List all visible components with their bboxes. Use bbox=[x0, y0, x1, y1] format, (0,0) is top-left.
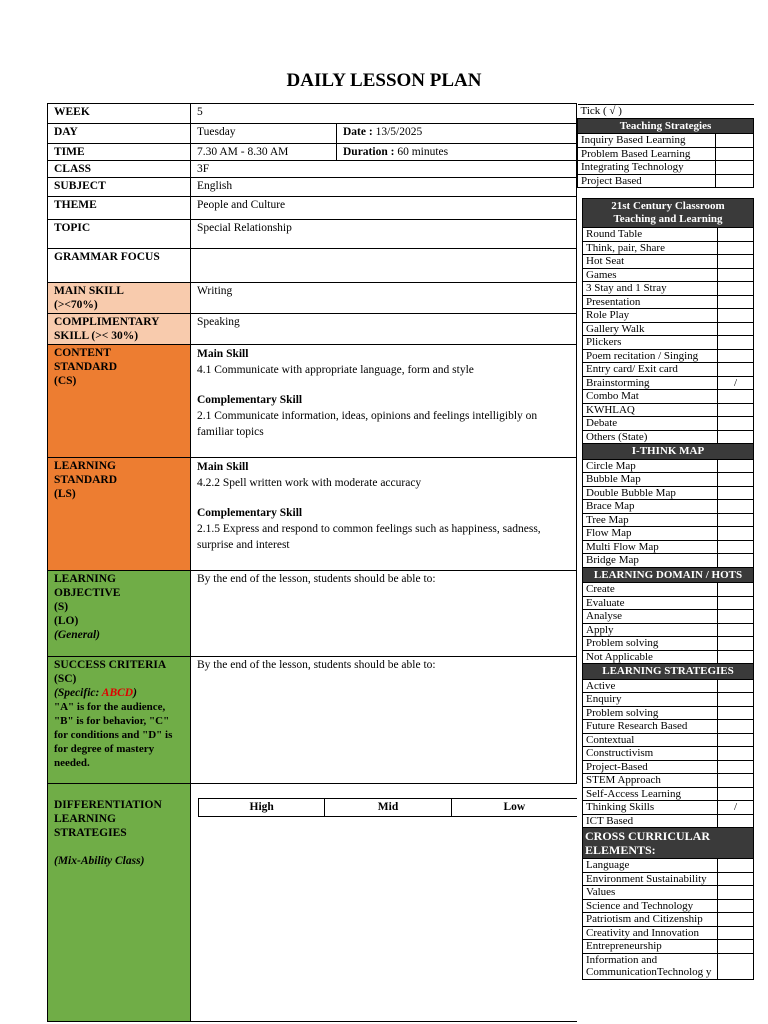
cross-item-information-and-communicationtechnolog-y: Information and CommunicationTechnolog y bbox=[583, 953, 718, 979]
century-row bbox=[583, 241, 754, 255]
cs-label-line1: CONTENT bbox=[54, 347, 111, 359]
differentiation-body bbox=[191, 784, 577, 1022]
domain-row bbox=[583, 610, 754, 624]
ithink-row bbox=[583, 500, 754, 514]
class-value: 3F bbox=[191, 161, 577, 178]
cross-tick-box[interactable] bbox=[718, 953, 754, 979]
ithink-item-circle-map: Circle Map bbox=[583, 459, 718, 473]
cs-main-text: 4.1 Communicate with appropriate language, form and style bbox=[197, 364, 474, 376]
century-item-debate: Debate bbox=[583, 417, 718, 431]
ithink-tick-box[interactable] bbox=[718, 473, 754, 487]
lstrategies-tick-box[interactable] bbox=[718, 693, 754, 707]
level-mid: Mid bbox=[325, 799, 451, 817]
lstrategies-row bbox=[583, 747, 754, 761]
sc-description: "A" is for the audience, "B" is for behavior, "C" for conditions and "D" is for degree of mastery needed. bbox=[54, 701, 173, 769]
lstrategies-item-stem-approach: STEM Approach bbox=[583, 774, 718, 788]
ithink-row bbox=[583, 513, 754, 527]
level-high: High bbox=[199, 799, 325, 817]
date-label: Date : bbox=[343, 126, 373, 138]
date-value: 13/5/2025 bbox=[372, 126, 423, 138]
century-row bbox=[583, 417, 754, 431]
lstrategies-row bbox=[583, 814, 754, 828]
century-row bbox=[583, 268, 754, 282]
lstrategies-item-enquiry: Enquiry bbox=[583, 693, 718, 707]
cross-row bbox=[583, 940, 754, 954]
cross-row bbox=[583, 872, 754, 886]
domain-tick-box[interactable] bbox=[718, 596, 754, 610]
ithink-item-bridge-map: Bridge Map bbox=[583, 554, 718, 568]
grammar-label: GRAMMAR FOCUS bbox=[48, 249, 191, 283]
differentiation-label bbox=[48, 784, 191, 1022]
lstrategies-tick-box[interactable] bbox=[718, 774, 754, 788]
cross-row bbox=[583, 953, 754, 979]
domain-tick-box[interactable] bbox=[718, 610, 754, 624]
lstrategies-header: LEARNING STRATEGIES bbox=[583, 664, 754, 680]
lstrategies-row bbox=[583, 706, 754, 720]
ithink-row bbox=[583, 554, 754, 568]
century-tick-box[interactable] bbox=[718, 309, 754, 323]
teaching_strategies-row bbox=[578, 174, 754, 188]
domain-item-evaluate: Evaluate bbox=[583, 596, 718, 610]
teaching_strategies-item-inquiry-based-learning: Inquiry Based Learning bbox=[578, 134, 716, 148]
century-row bbox=[583, 336, 754, 350]
century-tick-box[interactable] bbox=[718, 228, 754, 242]
theme-value: People and Culture bbox=[191, 197, 577, 220]
ithink-tick-box[interactable] bbox=[718, 540, 754, 554]
teaching_strategies-tick-box[interactable] bbox=[716, 147, 754, 161]
lstrategies-tick-box[interactable] bbox=[718, 760, 754, 774]
century-tick-box[interactable] bbox=[718, 349, 754, 363]
lstrategies-item-contextual: Contextual bbox=[583, 733, 718, 747]
subject-value: English bbox=[191, 178, 577, 197]
diff-label-line4: (Mix-Ability Class) bbox=[54, 855, 145, 867]
lstrategies-item-active: Active bbox=[583, 679, 718, 693]
lo-label-line4: (LO) bbox=[54, 615, 79, 627]
century-item-round-table: Round Table bbox=[583, 228, 718, 242]
century-header-line1: 21st Century Classroom bbox=[611, 200, 725, 212]
century-tick-box[interactable] bbox=[718, 417, 754, 431]
strategies-panel bbox=[582, 198, 754, 980]
learning-standard-body bbox=[191, 458, 577, 571]
lstrategies-item-self-access-learning: Self-Access Learning bbox=[583, 787, 718, 801]
century-header-line2: Teaching and Learning bbox=[613, 213, 723, 225]
level-low: Low bbox=[451, 799, 576, 817]
theme-label: THEME bbox=[48, 197, 191, 220]
lstrategies-row bbox=[583, 679, 754, 693]
lstrategies-row bbox=[583, 760, 754, 774]
lstrategies-item-ict-based: ICT Based bbox=[583, 814, 718, 828]
cross-tick-box[interactable] bbox=[718, 886, 754, 900]
week-label: WEEK bbox=[48, 104, 191, 124]
teaching_strategies-tick-box[interactable] bbox=[716, 174, 754, 188]
ithink-item-double-bubble-map: Double Bubble Map bbox=[583, 486, 718, 500]
century-tick-box[interactable]: / bbox=[718, 376, 754, 390]
diff-label-line2: LEARNING bbox=[54, 813, 116, 825]
comp-skill-value: Speaking bbox=[191, 314, 577, 345]
domain-header: LEARNING DOMAIN / HOTS bbox=[583, 567, 754, 583]
cross-item-values: Values bbox=[583, 886, 718, 900]
diff-label-line1: DIFFERENTIATION bbox=[54, 799, 162, 811]
duration-cell bbox=[337, 144, 577, 161]
week-value: 5 bbox=[191, 104, 577, 124]
main-skill-value: Writing bbox=[191, 283, 577, 314]
ls-main-text: 4.2.2 Spell written work with moderate accuracy bbox=[197, 477, 422, 489]
ithink-item-brace-map: Brace Map bbox=[583, 500, 718, 514]
century-item-kwhlaq: KWHLAQ bbox=[583, 403, 718, 417]
century-item-role-play: Role Play bbox=[583, 309, 718, 323]
page-title: DAILY LESSON PLAN bbox=[286, 70, 482, 91]
domain-tick-box[interactable] bbox=[718, 583, 754, 597]
century-item-entry-card-exit-card: Entry card/ Exit card bbox=[583, 363, 718, 377]
cross-tick-box[interactable] bbox=[718, 899, 754, 913]
lstrategies-tick-box[interactable] bbox=[718, 679, 754, 693]
cs-main-heading: Main Skill bbox=[197, 348, 249, 360]
lstrategies-tick-box[interactable]: / bbox=[718, 801, 754, 815]
century-row bbox=[583, 376, 754, 390]
ithink-row bbox=[583, 540, 754, 554]
cross-item-entrepreneurship: Entrepreneurship bbox=[583, 940, 718, 954]
grammar-value bbox=[191, 249, 577, 283]
tick-label: Tick ( √ ) bbox=[578, 105, 754, 119]
cross-tick-box[interactable] bbox=[718, 940, 754, 954]
cross-tick-box[interactable] bbox=[718, 872, 754, 886]
teaching-strategies-header: Teaching Strategies bbox=[578, 118, 754, 134]
ithink-row bbox=[583, 459, 754, 473]
cs-comp-text: 2.1 Communicate information, ideas, opinions and feelings intelligibly on familiar topics bbox=[197, 410, 538, 438]
lo-label-line3: (S) bbox=[54, 601, 69, 613]
ls-comp-heading: Complementary Skill bbox=[197, 507, 303, 519]
domain-tick-box[interactable] bbox=[718, 623, 754, 637]
ithink-tick-box[interactable] bbox=[718, 513, 754, 527]
cs-comp-heading: Complementary Skill bbox=[197, 394, 303, 406]
century-item-others-state: Others (State) bbox=[583, 430, 718, 444]
learning-objective-label bbox=[48, 571, 191, 657]
lstrategies-item-thinking-skills: Thinking Skills bbox=[583, 801, 718, 815]
lstrategies-row bbox=[583, 720, 754, 734]
domain-row bbox=[583, 596, 754, 610]
century-item-poem-recitation-singing: Poem recitation / Singing bbox=[583, 349, 718, 363]
lstrategies-tick-box[interactable] bbox=[718, 733, 754, 747]
cross-tick-box[interactable] bbox=[718, 913, 754, 927]
lstrategies-tick-box[interactable] bbox=[718, 747, 754, 761]
date-cell bbox=[337, 124, 577, 144]
century-row bbox=[583, 322, 754, 336]
sc-specific-line bbox=[54, 686, 184, 700]
sc-specific-text: (Specific: bbox=[54, 687, 102, 699]
domain-row bbox=[583, 623, 754, 637]
century-row bbox=[583, 309, 754, 323]
ithink-item-multi-flow-map: Multi Flow Map bbox=[583, 540, 718, 554]
ls-label-line2: STANDARD bbox=[54, 474, 118, 486]
century-row bbox=[583, 255, 754, 269]
success-criteria-body: By the end of the lesson, students should be able to: bbox=[191, 657, 577, 784]
cross-tick-box[interactable] bbox=[718, 926, 754, 940]
duration-label: Duration : bbox=[343, 146, 395, 158]
ithink-item-flow-map: Flow Map bbox=[583, 527, 718, 541]
ls-comp-text: 2.1.5 Express and respond to common feelings such as happiness, sadness, surprise and interest bbox=[197, 523, 541, 551]
ls-main-heading: Main Skill bbox=[197, 461, 249, 473]
cs-label-line3: (CS) bbox=[54, 375, 77, 387]
topic-label: TOPIC bbox=[48, 220, 191, 249]
comp-skill-label-line1: COMPLIMENTARY bbox=[54, 316, 160, 328]
duration-value: 60 minutes bbox=[394, 146, 449, 158]
century-row bbox=[583, 403, 754, 417]
cross-item-language: Language bbox=[583, 859, 718, 873]
ithink-tick-box[interactable] bbox=[718, 554, 754, 568]
cs-label-line2: STANDARD bbox=[54, 361, 118, 373]
teaching_strategies-item-project-based: Project Based bbox=[578, 174, 716, 188]
century-tick-box[interactable] bbox=[718, 255, 754, 269]
sc-label-line1: SUCCESS CRITERIA bbox=[54, 659, 167, 671]
ithink-row bbox=[583, 473, 754, 487]
comp-skill-label-line2: SKILL (>< 30%) bbox=[54, 330, 139, 342]
teaching_strategies-item-integrating-technology: Integrating Technology bbox=[578, 161, 716, 175]
lstrategies-tick-box[interactable] bbox=[718, 787, 754, 801]
domain-item-apply: Apply bbox=[583, 623, 718, 637]
cross-header: CROSS CURRICULAR ELEMENTS: bbox=[583, 828, 754, 859]
time-label: TIME bbox=[48, 144, 191, 161]
content-standard-body bbox=[191, 345, 577, 458]
lstrategies-row bbox=[583, 774, 754, 788]
cross-item-science-and-technology: Science and Technology bbox=[583, 899, 718, 913]
main-skill-label-line2: (><70%) bbox=[54, 299, 98, 311]
domain-item-not-applicable: Not Applicable bbox=[583, 650, 718, 664]
century-item-think-pair-share: Think, pair, Share bbox=[583, 241, 718, 255]
century-tick-box[interactable] bbox=[718, 363, 754, 377]
teaching-strategies-table bbox=[577, 104, 754, 188]
ithink-item-tree-map: Tree Map bbox=[583, 513, 718, 527]
content-standard-label bbox=[48, 345, 191, 458]
success-criteria-label bbox=[48, 657, 191, 784]
teaching_strategies-tick-box[interactable] bbox=[716, 134, 754, 148]
century-tick-box[interactable] bbox=[718, 282, 754, 296]
century-row bbox=[583, 390, 754, 404]
cross-row bbox=[583, 859, 754, 873]
lstrategies-item-constructivism: Constructivism bbox=[583, 747, 718, 761]
century-item-3-stay-and-1-stray: 3 Stay and 1 Stray bbox=[583, 282, 718, 296]
cross-row bbox=[583, 913, 754, 927]
subject-label: SUBJECT bbox=[48, 178, 191, 197]
main-skill-label-line1: MAIN SKILL bbox=[54, 285, 124, 297]
century-item-brainstorming: Brainstorming bbox=[583, 376, 718, 390]
ls-label-line3: (LS) bbox=[54, 488, 76, 500]
main-skill-label bbox=[48, 283, 191, 314]
lstrategies-tick-box[interactable] bbox=[718, 814, 754, 828]
teaching_strategies-tick-box[interactable] bbox=[716, 161, 754, 175]
lo-label-line2: OBJECTIVE bbox=[54, 587, 121, 599]
class-label: CLASS bbox=[48, 161, 191, 178]
century-row bbox=[583, 349, 754, 363]
century-tick-box[interactable] bbox=[718, 322, 754, 336]
century-item-presentation: Presentation bbox=[583, 295, 718, 309]
ithink-tick-box[interactable] bbox=[718, 459, 754, 473]
lstrategies-row bbox=[583, 733, 754, 747]
century-item-plickers: Plickers bbox=[583, 336, 718, 350]
cross-item-environment-sustainability: Environment Sustainability bbox=[583, 872, 718, 886]
century-tick-box[interactable] bbox=[718, 241, 754, 255]
century-item-hot-seat: Hot Seat bbox=[583, 255, 718, 269]
domain-row bbox=[583, 650, 754, 664]
century-tick-box[interactable] bbox=[718, 390, 754, 404]
domain-item-analyse: Analyse bbox=[583, 610, 718, 624]
ithink-tick-box[interactable] bbox=[718, 500, 754, 514]
century-row bbox=[583, 430, 754, 444]
topic-value: Special Relationship bbox=[191, 220, 577, 249]
teaching_strategies-item-problem-based-learning: Problem Based Learning bbox=[578, 147, 716, 161]
domain-row bbox=[583, 583, 754, 597]
century-header bbox=[583, 199, 754, 228]
lstrategies-tick-box[interactable] bbox=[718, 706, 754, 720]
domain-row bbox=[583, 637, 754, 651]
domain-item-create: Create bbox=[583, 583, 718, 597]
lstrategies-row bbox=[583, 787, 754, 801]
ithink-item-bubble-map: Bubble Map bbox=[583, 473, 718, 487]
century-tick-box[interactable] bbox=[718, 295, 754, 309]
lesson-plan-table bbox=[47, 103, 577, 1022]
century-tick-box[interactable] bbox=[718, 430, 754, 444]
ithink-row bbox=[583, 527, 754, 541]
lstrategies-item-future-research-based: Future Research Based bbox=[583, 720, 718, 734]
century-row bbox=[583, 228, 754, 242]
domain-tick-box[interactable] bbox=[718, 637, 754, 651]
century-item-combo-mat: Combo Mat bbox=[583, 390, 718, 404]
century-row bbox=[583, 363, 754, 377]
domain-item-problem-solving: Problem solving bbox=[583, 637, 718, 651]
ithink-header: I-THINK MAP bbox=[583, 444, 754, 460]
century-tick-box[interactable] bbox=[718, 336, 754, 350]
cross-tick-box[interactable] bbox=[718, 859, 754, 873]
lstrategies-item-project-based: Project-Based bbox=[583, 760, 718, 774]
sc-close-text: ) bbox=[133, 687, 137, 699]
cross-row bbox=[583, 899, 754, 913]
day-label: DAY bbox=[48, 124, 191, 144]
comp-skill-label bbox=[48, 314, 191, 345]
century-tick-box[interactable] bbox=[718, 403, 754, 417]
cross-item-creativity-and-innovation: Creativity and Innovation bbox=[583, 926, 718, 940]
century-row bbox=[583, 282, 754, 296]
lstrategies-item-problem-solving: Problem solving bbox=[583, 706, 718, 720]
sc-abcd-text: ABCD bbox=[101, 687, 134, 699]
ithink-tick-box[interactable] bbox=[718, 486, 754, 500]
lstrategies-row bbox=[583, 693, 754, 707]
diff-label-line3: STRATEGIES bbox=[54, 827, 127, 839]
cross-row bbox=[583, 926, 754, 940]
differentiation-levels-table bbox=[198, 798, 577, 817]
cross-item-patriotism-and-citizenship: Patriotism and Citizenship bbox=[583, 913, 718, 927]
teaching_strategies-row bbox=[578, 147, 754, 161]
ithink-tick-box[interactable] bbox=[718, 527, 754, 541]
century-item-games: Games bbox=[583, 268, 718, 282]
teaching_strategies-row bbox=[578, 161, 754, 175]
learning-standard-label bbox=[48, 458, 191, 571]
learning-objective-body: By the end of the lesson, students should be able to: bbox=[191, 571, 577, 657]
cross-row bbox=[583, 886, 754, 900]
lo-label-line5: (General) bbox=[54, 629, 100, 641]
day-value: Tuesday bbox=[191, 124, 337, 144]
lstrategies-row bbox=[583, 801, 754, 815]
century-item-gallery-walk: Gallery Walk bbox=[583, 322, 718, 336]
time-value: 7.30 AM - 8.30 AM bbox=[191, 144, 337, 161]
teaching_strategies-row bbox=[578, 134, 754, 148]
ls-label-line1: LEARNING bbox=[54, 460, 116, 472]
lo-label-line1: LEARNING bbox=[54, 573, 116, 585]
ithink-row bbox=[583, 486, 754, 500]
century-tick-box[interactable] bbox=[718, 268, 754, 282]
century-row bbox=[583, 295, 754, 309]
sc-label-line2: (SC) bbox=[54, 673, 77, 685]
domain-tick-box[interactable] bbox=[718, 650, 754, 664]
lstrategies-tick-box[interactable] bbox=[718, 720, 754, 734]
